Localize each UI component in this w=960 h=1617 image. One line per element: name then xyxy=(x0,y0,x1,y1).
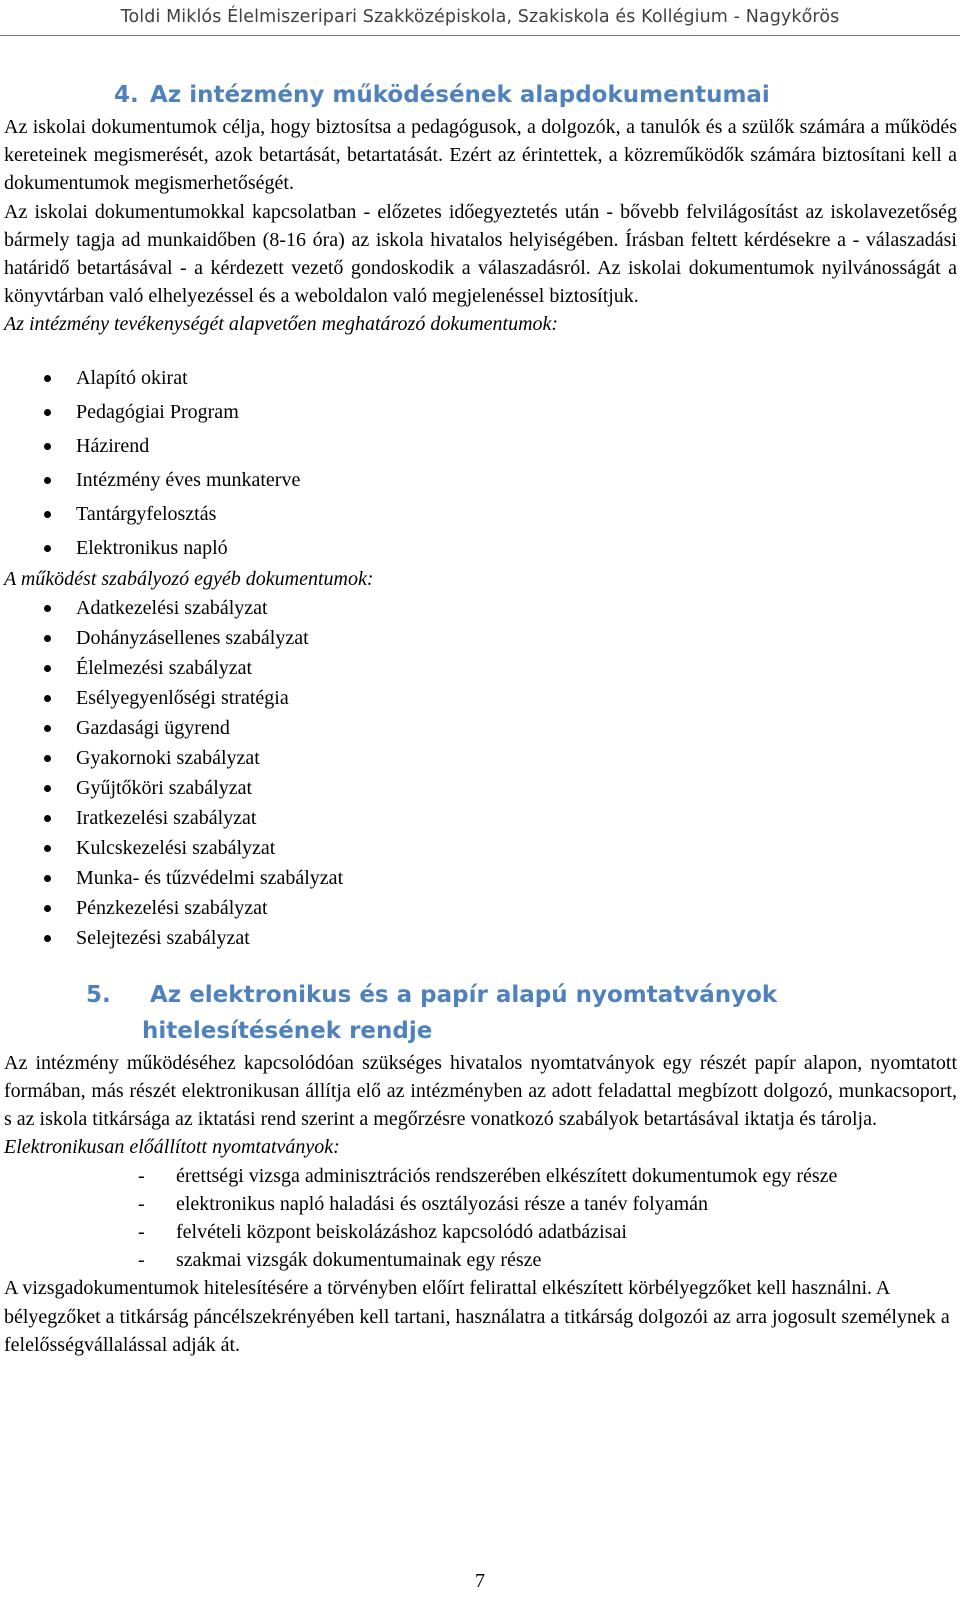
other-docs-list xyxy=(4,593,957,953)
list-item-text: Alapító okirat xyxy=(76,366,188,389)
list-item xyxy=(4,531,957,565)
section-4-paragraph-1: Az iskolai dokumentumok célja, hogy biztosítsa a pedagógusok, a dolgozók, a tanulók és a szülők számára a működés kereteinek megismerését, azok betartását, betartatását. Ezért az érintettek, a közreműködők számára biztosítani kell a dokumentumok megismerhetőségét. xyxy=(4,116,957,195)
list-item xyxy=(4,863,957,893)
list-item-text: Tantárgyfelosztás xyxy=(76,502,217,525)
dash-marker: - xyxy=(138,1249,145,1272)
list-item xyxy=(4,923,957,953)
list-item xyxy=(4,1218,957,1246)
dash-marker: - xyxy=(138,1164,145,1187)
list-item xyxy=(4,833,957,863)
bullet-icon xyxy=(44,815,51,822)
section-4-paragraph-2: Az iskolai dokumentumokkal kapcsolatban - előzetes időegyeztetés után - bővebb felvilágosítást az iskolavezetőség bármely tagja ad munkaidőben (8-16 óra) az iskola hivatalos helyiségében. Írásban feltett kérdésekre a - válaszadási határidő betartásával - a kérdezett vezető gondoskodik a válaszadásról. Az iskolai dokumentumok nyilvánosságát a könyvtárban való elhelyezéssel és a weboldalon való megjelenéssel biztosítjuk. xyxy=(4,200,957,308)
list-item-text: Kulcskezelési szabályzat xyxy=(76,836,276,859)
bullet-icon xyxy=(44,725,51,732)
list-item xyxy=(4,395,957,429)
list-item xyxy=(4,623,957,653)
list-item-text: Adatkezelési szabályzat xyxy=(76,596,268,619)
bullet-icon xyxy=(44,511,51,518)
bullet-icon xyxy=(44,905,51,912)
list-item xyxy=(4,361,957,395)
bullet-icon xyxy=(44,477,51,484)
bullet-icon xyxy=(44,409,51,416)
list-item-text: szakmai vizsgák dokumentumainak egy része xyxy=(176,1249,542,1272)
section-4-number: 4. xyxy=(114,82,139,108)
list-item xyxy=(4,683,957,713)
electronic-forms-heading: Elektronikusan előállított nyomtatványok: xyxy=(4,1136,340,1159)
page-header xyxy=(0,0,960,36)
bullet-icon xyxy=(44,935,51,942)
page-content xyxy=(4,77,957,1359)
bullet-icon xyxy=(44,665,51,672)
list-item-text: Pedagógiai Program xyxy=(76,400,239,423)
list-item-text: Iratkezelési szabályzat xyxy=(76,806,257,829)
bullet-icon xyxy=(44,695,51,702)
section-5-closing: A vizsgadokumentumok hitelesítésére a törvényben előírt felirattal elkészített körbélyegzőket kell használni. A bélyegzőket a titkárság páncélszekrényében kell tartani, használatra a titkárság dolgozói az arra jogosult személynek a felelősségvállalással adják át. xyxy=(4,1277,950,1356)
basic-docs-heading: Az intézmény tevékenységét alapvetően meghatározó dokumentumok: xyxy=(4,313,559,336)
bullet-icon xyxy=(44,375,51,382)
list-item xyxy=(4,803,957,833)
list-item xyxy=(4,893,957,923)
list-item xyxy=(4,593,957,623)
section-5-number: 5. xyxy=(86,981,111,1008)
bullet-icon xyxy=(44,755,51,762)
electronic-forms-list xyxy=(4,1162,957,1275)
section-5-title: Az elektronikus és a papír alapú nyomtatványok hitelesítésének rendje xyxy=(142,981,778,1044)
list-item-text: felvételi központ beiskolázáshoz kapcsolódó adatbázisai xyxy=(176,1221,627,1244)
list-item xyxy=(4,1190,957,1218)
bullet-icon xyxy=(44,545,51,552)
list-item xyxy=(4,773,957,803)
bullet-icon xyxy=(44,785,51,792)
list-item-text: Selejtezési szabályzat xyxy=(76,926,250,949)
bullet-icon xyxy=(44,443,51,450)
basic-docs-list xyxy=(4,361,957,565)
section-5-heading xyxy=(32,977,957,1049)
list-item-text: Élelmezési szabályzat xyxy=(76,656,253,679)
list-item-text: elektronikus napló haladási és osztályozási része a tanév folyamán xyxy=(176,1192,709,1215)
list-item xyxy=(4,1162,957,1190)
bullet-icon xyxy=(44,875,51,882)
list-item-text: Munka- és tűzvédelmi szabályzat xyxy=(76,866,344,889)
list-item-text: Gazdasági ügyrend xyxy=(76,716,230,739)
bullet-icon xyxy=(44,845,51,852)
list-item-text: Házirend xyxy=(76,434,150,457)
list-item xyxy=(4,713,957,743)
list-item xyxy=(4,1246,957,1274)
header-text: Toldi Miklós Élelmiszeripari Szakközépiskola, Szakiskola és Kollégium - Nagykőrös xyxy=(120,7,840,27)
dash-marker: - xyxy=(138,1192,145,1215)
list-item-text: Gyűjtőköri szabályzat xyxy=(76,776,253,799)
other-docs-heading: A működést szabályozó egyéb dokumentumok: xyxy=(4,567,374,590)
section-4-title: Az intézmény működésének alapdokumentumai xyxy=(150,82,770,108)
list-item-text: Elektronikus napló xyxy=(76,536,228,559)
list-item-text: Gyakornoki szabályzat xyxy=(76,746,260,769)
bullet-icon xyxy=(44,635,51,642)
list-item-text: Dohányzásellenes szabályzat xyxy=(76,626,309,649)
dash-marker: - xyxy=(138,1221,145,1244)
list-item xyxy=(4,653,957,683)
list-item xyxy=(4,743,957,773)
section-5-intro: Az intézmény működéséhez kapcsolódóan szükséges hivatalos nyomtatványok egy részét papír alapon, nyomtatott formában, más részét elektronikusan állítja elő az intézményben az adott feladattal megbízott dolgozó, munkacsoport, s az iskola titkársága az iktatási rend szerint a megőrzésre vonatkozó szabályok betartásával iktatja és tárolja. xyxy=(4,1051,957,1131)
list-item xyxy=(4,497,957,531)
list-item-text: Esélyegyenlőségi stratégia xyxy=(76,686,289,709)
bullet-icon xyxy=(44,605,51,612)
list-item xyxy=(4,429,957,463)
page-number: 7 xyxy=(475,1570,485,1592)
list-item xyxy=(4,463,957,497)
list-item-text: Intézmény éves munkaterve xyxy=(76,468,301,491)
list-item-text: érettségi vizsga adminisztrációs rendszerében elkészített dokumentumok egy része xyxy=(176,1164,838,1187)
list-item-text: Pénzkezelési szabályzat xyxy=(76,896,268,919)
section-4-heading xyxy=(4,77,957,113)
